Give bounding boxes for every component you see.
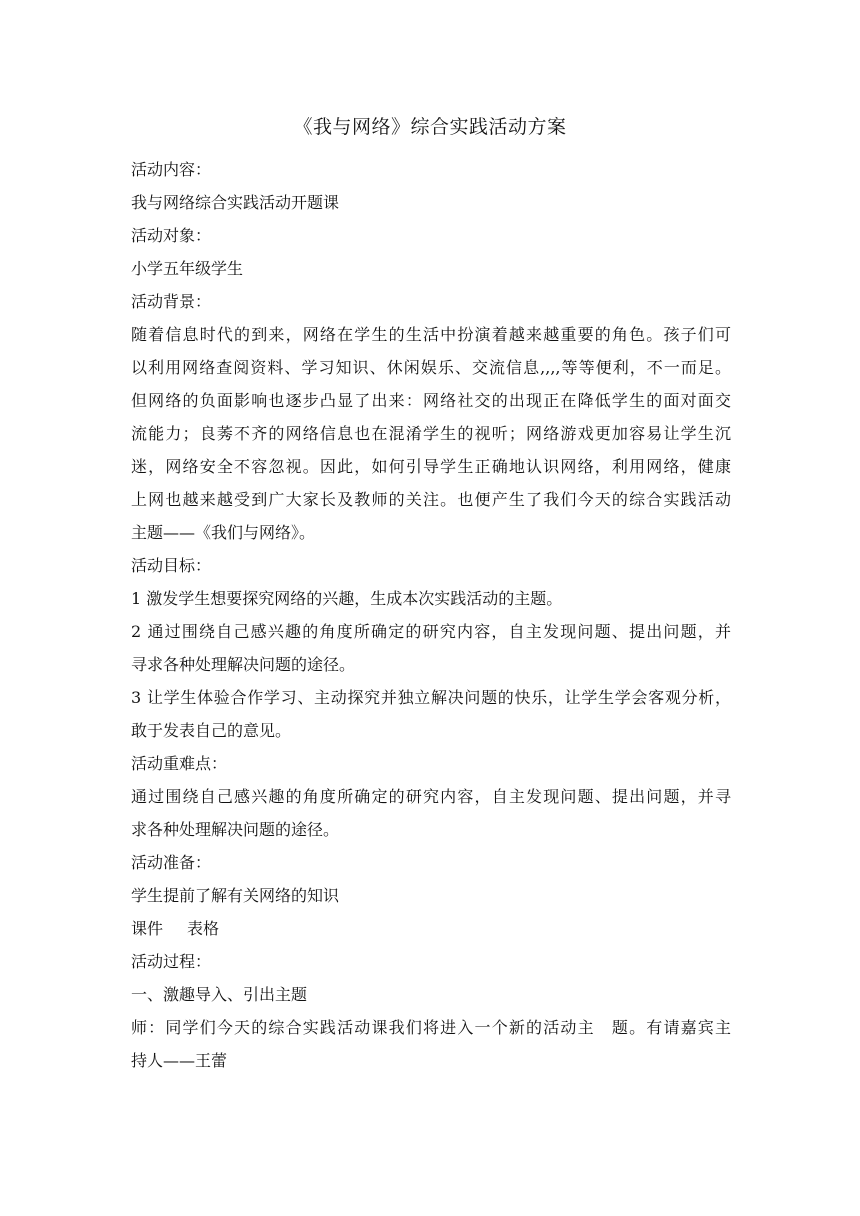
document-title: 《我与网络》综合实践活动方案 <box>293 116 567 138</box>
audience-text: 小学五年级学生 <box>131 259 244 278</box>
background-line: 随着信息时代的到来，网络在学生的生活中扮演着越来越重要的角色。孩子们可 <box>131 325 731 344</box>
key-points-heading: 活动重难点： <box>131 754 228 773</box>
background-line: 迷，网络安全不容忽视。因此，如何引导学生正确地认识网络，利用网络，健康 <box>131 457 731 476</box>
preparation-materials <box>131 912 731 945</box>
background-line: 以利用网络查阅资料、学习知识、休闲娱乐、交流信息,,,,等等便利，不一而足。 <box>131 358 731 377</box>
content-text: 我与网络综合实践活动开题课 <box>131 193 340 212</box>
preparation-text: 学生提前了解有关网络的知识 <box>131 886 340 905</box>
key-points-text: 求各种处理解决问题的途径。 <box>131 820 340 839</box>
background-line: 主题——《我们与网络》。 <box>131 523 316 542</box>
preparation-item-courseware: 课件 <box>131 919 164 938</box>
audience-heading: 活动对象： <box>131 226 212 245</box>
teacher-dialogue: 师：同学们今天的综合实践活动课我们将进入一个新的活动主 题。有请嘉宾主 <box>131 1018 731 1037</box>
preparation-heading: 活动准备： <box>131 853 212 872</box>
content-heading: 活动内容： <box>131 160 212 179</box>
background-heading: 活动背景： <box>131 292 212 311</box>
background-line: 流能力；良莠不齐的网络信息也在混淆学生的视听；网络游戏更加容易让学生沉 <box>131 424 731 443</box>
background-line: 但网络的负面影响也逐步凸显了出来：网络社交的出现正在降低学生的面对面交 <box>131 391 731 410</box>
process-heading: 活动过程： <box>131 952 212 971</box>
goal-item: 2 通过围绕自己感兴趣的角度所确定的研究内容，自主发现问题、提出问题，并 <box>131 622 731 641</box>
key-points-text: 通过围绕自己感兴趣的角度所确定的研究内容，自主发现问题、提出问题，并寻 <box>131 787 731 806</box>
background-line: 上网也越来越受到广大家长及教师的关注。也便产生了我们今天的综合实践活动 <box>131 490 731 509</box>
preparation-item-table: 表格 <box>187 919 220 938</box>
goal-item-continuation: 寻求各种处理解决问题的途径。 <box>131 655 356 674</box>
goal-item: 1 激发学生想要探究网络的兴趣，生成本次实践活动的主题。 <box>131 589 563 608</box>
goal-item-continuation: 敢于发表自己的意见。 <box>131 721 292 740</box>
document-body <box>131 153 731 1077</box>
step-heading: 一、激趣导入、引出主题 <box>131 985 308 1004</box>
goals-heading: 活动目标： <box>131 556 212 575</box>
goal-item: 3 让学生体验合作学习、主动探究并独立解决问题的快乐，让学生学会客观分析， <box>131 688 731 707</box>
teacher-dialogue: 持人——王蕾 <box>131 1051 228 1070</box>
